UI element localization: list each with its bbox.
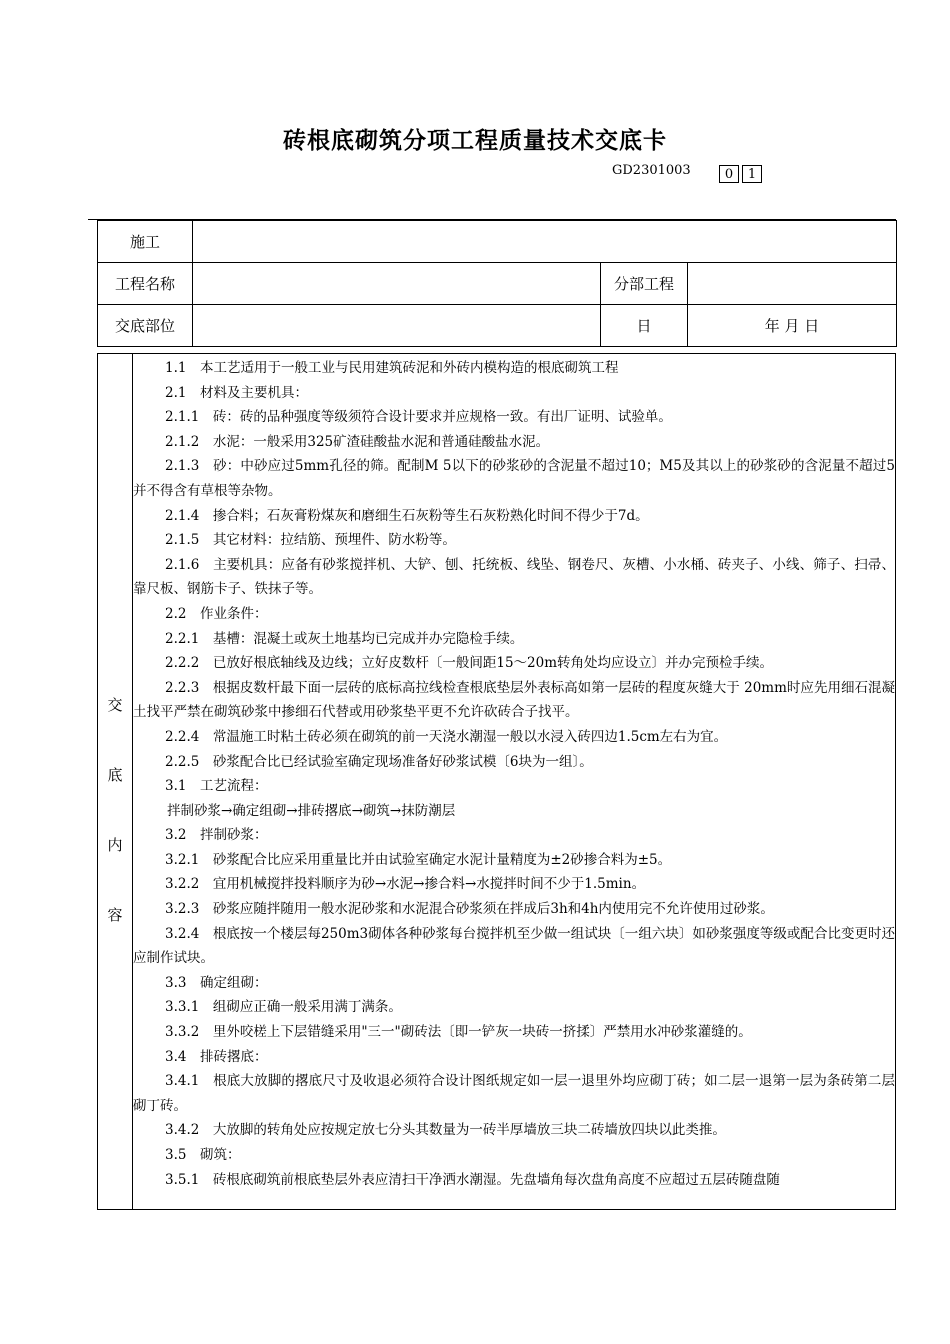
content-paragraph: 2.2.3 根据皮数杆最下面一层砖的底标高拉线检查根底垫层外表标高如第一层砖的程度灰缝大于 20mm时应先用细石混凝土找平严禁在砌筑砂浆中掺细石代替或用砂浆垫平更不允许砍砖合子找平。: [133, 679, 895, 721]
number-box: 0: [719, 165, 739, 183]
content-paragraph: 1.1 本工艺适用于一般工业与民用建筑砖泥和外砖内模构造的根底砌筑工程: [165, 360, 619, 376]
side-label-char: 交: [107, 696, 123, 714]
content-paragraph: 3.3 确定组砌：: [165, 974, 268, 991]
content-paragraph: 3.2.3 砂浆应随拌随用一般水泥砂浆和水泥混合砂浆须在拌成后3h和4h内使用完不允许使用过砂浆。: [165, 901, 774, 918]
content-paragraph: 3.2.1 砂浆配合比应采用重量比并由试验室确定水泥计量精度为±2砂掺合料为±5。: [165, 851, 672, 868]
content-paragraph: 3.2 拌制砂浆：: [165, 827, 268, 844]
content-paragraph: 3.4.1 根底大放脚的撂底尺寸及收退必须符合设计图纸规定如一层一退里外均应砌丁砖；如二层一退第一层为条砖第二层砌丁砖。: [133, 1073, 895, 1114]
header-row-construction: [98, 221, 897, 263]
content-paragraph: 2.1.5 其它材料：拉结筋、预埋件、防水粉等。: [165, 532, 456, 549]
location-value[interactable]: [193, 305, 601, 347]
content-paragraph: 2.1.2 水泥：一般采用325矿渣硅酸盐水泥和普通硅酸盐水泥。: [165, 433, 550, 450]
sub-project-value[interactable]: [688, 263, 897, 305]
content-paragraph: 2.1.4 掺合料；石灰膏粉煤灰和磨细生石灰粉等生石灰粉熟化时间不得少于7d。: [165, 507, 649, 524]
content-paragraph: 3.2.4 根底按一个楼层每250m3砌体各种砂浆每台搅拌机至少做一组试块〔一组六块〕如砂浆强度等级或配合比变更时还应制作试块。: [133, 925, 895, 967]
side-label-char: 容: [107, 906, 123, 924]
construction-label: 施工: [98, 221, 193, 263]
date-value[interactable]: 年 月 日: [688, 305, 897, 347]
side-label-char: 内: [107, 836, 123, 854]
side-label-char: 底: [107, 766, 123, 784]
location-label: 交底部位: [98, 305, 193, 347]
content-paragraph: 2.1.1 砖：砖的品种强度等级须符合设计要求并应规格一致。有出厂证明、试验单。: [165, 409, 672, 426]
side-label-column: [98, 354, 133, 1209]
content-paragraph: 3.4 排砖撂底：: [165, 1048, 268, 1065]
process-flow: 拌制砂浆→确定组砌→排砖撂底→砌筑→抹防潮层: [167, 802, 456, 819]
content-paragraph: 3.3.1 组砌应正确一般采用满丁满条。: [165, 999, 402, 1016]
content-paragraph: 2.1 材料及主要机具：: [165, 384, 308, 401]
content-paragraph: 2.2.1 基槽：混凝土或灰土地基均已完成并办完隐检手续。: [165, 630, 524, 647]
content-paragraph: 3.1 工艺流程：: [165, 778, 268, 795]
content-box: [97, 353, 896, 1210]
header-row-project: [98, 263, 897, 305]
document-number-boxes: [719, 165, 762, 183]
header-table: [97, 220, 897, 347]
content-paragraph: 3.5.1 砖根底砌筑前根底垫层外表应清扫干净洒水潮湿。先盘墙角每次盘角高度不应超过五层砖随盘随: [165, 1171, 780, 1188]
project-name-value[interactable]: [193, 263, 601, 305]
content-paragraph: 2.2.4 常温施工时粘土砖必须在砌筑的前一天浇水潮湿一般以水浸入砖四边1.5cm左右为宜。: [165, 728, 728, 745]
construction-value[interactable]: [193, 221, 897, 263]
content-paragraph: 2.1.3 砂：中砂应过5mm孔径的筛。配制M 5以下的砂浆砂的含泥量不超过10；M5及其以上的砂浆砂的含泥量不超过5并不得含有草根等杂物。: [133, 458, 895, 499]
document-code: GD2301003: [612, 163, 691, 178]
sub-project-label: 分部工程: [601, 263, 688, 305]
project-name-label: 工程名称: [98, 263, 193, 305]
disclosure-content: [133, 356, 895, 1192]
content-paragraph: 3.4.2 大放脚的转角处应按规定放七分头其数量为一砖半厚墙放三块二砖墙放四块以此类推。: [165, 1122, 726, 1139]
content-paragraph: 3.2.2 宜用机械搅拌投料顺序为砂→水泥→掺合料→水搅拌时间不少于1.5min。: [165, 876, 646, 893]
document-title: 砖根底砌筑分项工程质量技术交底卡: [283, 127, 667, 154]
content-paragraph: 2.2.2 已放好根底轴线及边线；立好皮数杆〔一般间距15～20m转角处均应设立〕并办完预检手续。: [165, 655, 774, 672]
content-paragraph: 3.3.2 里外咬槎上下层错缝采用"三一"砌砖法〔即一铲灰一块砖一挤揉〕严禁用水冲砂浆灌缝的。: [165, 1024, 752, 1041]
content-paragraph: 2.1.6 主要机具：应备有砂浆搅拌机、大铲、刨、托统板、线坠、钢卷尺、灰槽、小水桶、砖夹子、小线、筛子、扫帚、靠尺板、钢筋卡子、铁抹子等。: [133, 556, 895, 598]
content-paragraph: 2.2.5 砂浆配合比已经试验室确定现场准备好砂浆试模〔6块为一组〕。: [165, 753, 593, 770]
content-paragraph: 3.5 砌筑：: [165, 1147, 241, 1163]
content-paragraph: 2.2 作业条件：: [165, 605, 268, 622]
date-label: 日: [601, 305, 688, 347]
header-row-location: [98, 305, 897, 347]
number-box: 1: [742, 165, 762, 183]
